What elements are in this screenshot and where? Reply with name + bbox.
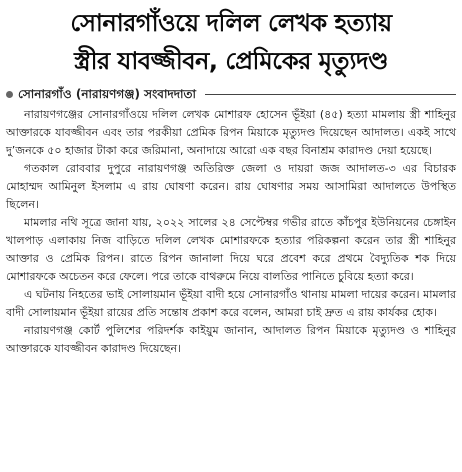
- paragraph: নারায়ণগঞ্জ কোর্ট পুলিশের পরিদর্শক কাইয়ুম জানান, আদালত রিপন মিয়াকে মৃত্যুদণ্ড ও শাহিনুর আক্তারকে যাবজ্জীবন কারাদণ্ড দিয়েছেন।: [6, 324, 456, 355]
- paragraph: নারায়ণগঞ্জের সোনারগাঁওয়ে দলিল লেখক মোশারফ হোসেন ভূঁইয়া (৪৫) হত্যা মামলায় স্ত্রী শাহিনুর আক্তারকে যাবজ্জীবন এবং তার পরকীয়া প্রেমিক রিপন মিয়াকে মৃত্যুদণ্ড দিয়েছেন আদালত। একই সাথে দু’জনকে ৫০ হাজার টাকা করে জরিমানা, অনাদায়ে আরো এক বছর বিনাশ্রম কারাদণ্ড দেয়া হয়েছে।: [6, 108, 456, 157]
- paragraph: মামলার নথি সূত্রে জানা যায়, ২০২২ সালের ২৪ সেপ্টেম্বর গভীর রাতে কাঁচপুর ইউনিয়নের চেঙ্গাইন খালপাড় এলাকায় নিজ বাড়িতে দলিল লেখক মোশারফকে হত্যার পরিকল্পনা করেন তার স্ত্রী শাহিনুর আক্তার ও প্রেমিক রিপন। রাতে রিপন জানালা দিয়ে ঘরে প্রবেশ করে প্রথমে বৈদ্যুতিক শক দিয়ে মোশারফকে অচেতন করে ফেলে। পরে তাকে বাথরুমে নিয়ে বালতির পানিতে চুবিয়ে হত্যা করে।: [6, 216, 456, 283]
- paragraph: এ ঘটনায় নিহতের ভাই সোলায়মান ভূঁইয়া বাদী হয়ে সোনারগাঁও থানায় মামলা দায়ের করেন। মামলার বাদী সোলায়মান ভূঁইয়া রায়ের প্রতি সন্তোষ প্রকাশ করে বলেন, আমরা চাই দ্রুত এ রায় কার্যকর হোক।: [6, 288, 456, 319]
- article-body: [6, 106, 456, 358]
- bullet-icon: [6, 91, 13, 98]
- byline-text: সোনারগাঁও (নারায়ণগঞ্জ) সংবাদদাতা: [18, 87, 197, 101]
- byline: [6, 86, 456, 102]
- divider: [205, 94, 456, 95]
- paragraph: গতকাল রোববার দুপুরে নারায়ণগঞ্জ অতিরিক্ত জেলা ও দায়রা জজ আদালত-৩ এর বিচারক মোহাম্মদ আমিনুল ইসলাম এ রায় ঘোষণা করেন। রায় ঘোষণার সময় আসামিরা আদালতে উপস্থিত ছিলেন।: [6, 162, 456, 211]
- headline-line-2: স্ত্রীর যাবজ্জীবন, প্রেমিকের মৃত্যুদণ্ড: [74, 47, 388, 75]
- headline-line-1: সোনারগাঁওয়ে দলিল লেখক হত্যায়: [70, 9, 392, 37]
